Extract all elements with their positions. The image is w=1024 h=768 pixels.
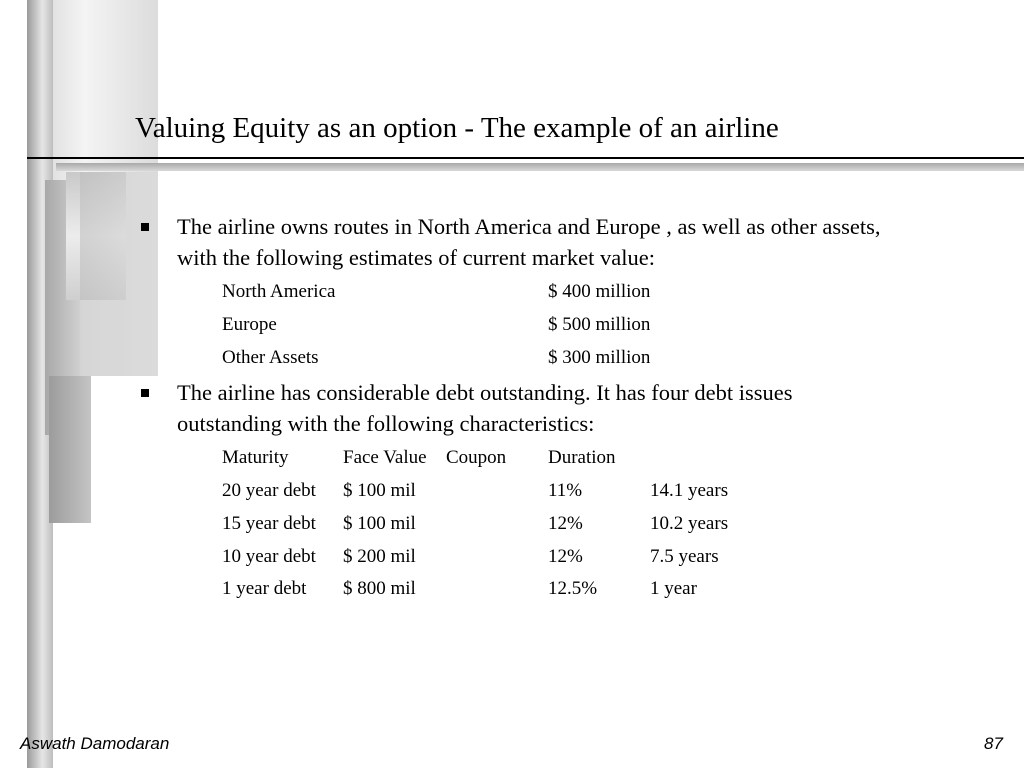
table-header-duration: Duration <box>548 447 616 468</box>
table-cell-maturity: 10 year debt <box>222 546 316 567</box>
bullet-1-line-2: with the following estimates of current market value: <box>177 245 655 270</box>
footer-page-number: 87 <box>984 734 1003 753</box>
table-cell-duration: 10.2 years <box>650 513 729 534</box>
decorative-bar <box>80 172 158 376</box>
table-cell-coupon: 12% <box>548 546 583 567</box>
table-cell-maturity: 20 year debt <box>222 480 316 501</box>
bullet-1-line-1: The airline owns routes in North America and Europe , as well as other assets, <box>177 214 881 239</box>
table-cell-coupon: 12.5% <box>548 578 598 599</box>
table-cell-face-value: $ 200 mil <box>343 546 416 567</box>
table-cell-duration: 7.5 years <box>650 546 719 567</box>
decorative-bar <box>49 376 91 523</box>
bullet-2-line-1: The airline has considerable debt outstanding. It has four debt issues <box>177 380 793 405</box>
asset-value: $ 400 million <box>548 281 651 302</box>
table-header-face-value: Face Value <box>343 447 427 468</box>
table-cell-duration: 14.1 years <box>650 480 729 501</box>
table-cell-face-value: $ 800 mil <box>343 578 416 599</box>
asset-value: $ 500 million <box>548 314 651 335</box>
slide-title: Valuing Equity as an option - The example of an airline <box>135 112 779 144</box>
table-cell-coupon: 11% <box>548 480 583 501</box>
table-cell-maturity: 15 year debt <box>222 513 316 534</box>
title-rule-shadow <box>56 163 1024 171</box>
table-cell-face-value: $ 100 mil <box>343 480 416 501</box>
table-cell-face-value: $ 100 mil <box>343 513 416 534</box>
table-cell-duration: 1 year <box>650 578 697 599</box>
asset-name: Other Assets <box>222 347 319 368</box>
table-cell-maturity: 1 year debt <box>222 578 307 599</box>
table-header-maturity: Maturity <box>222 447 289 468</box>
table-header-coupon: Coupon <box>446 447 507 468</box>
asset-value: $ 300 million <box>548 347 651 368</box>
bullet-square-icon <box>141 223 149 231</box>
footer-author: Aswath Damodaran <box>20 734 170 753</box>
table-cell-coupon: 12% <box>548 513 583 534</box>
bullet-2-line-2: outstanding with the following characteristics: <box>177 411 595 436</box>
bullet-square-icon <box>141 389 149 397</box>
title-rule <box>27 157 1024 159</box>
asset-name: North America <box>222 281 336 302</box>
asset-name: Europe <box>222 314 277 335</box>
